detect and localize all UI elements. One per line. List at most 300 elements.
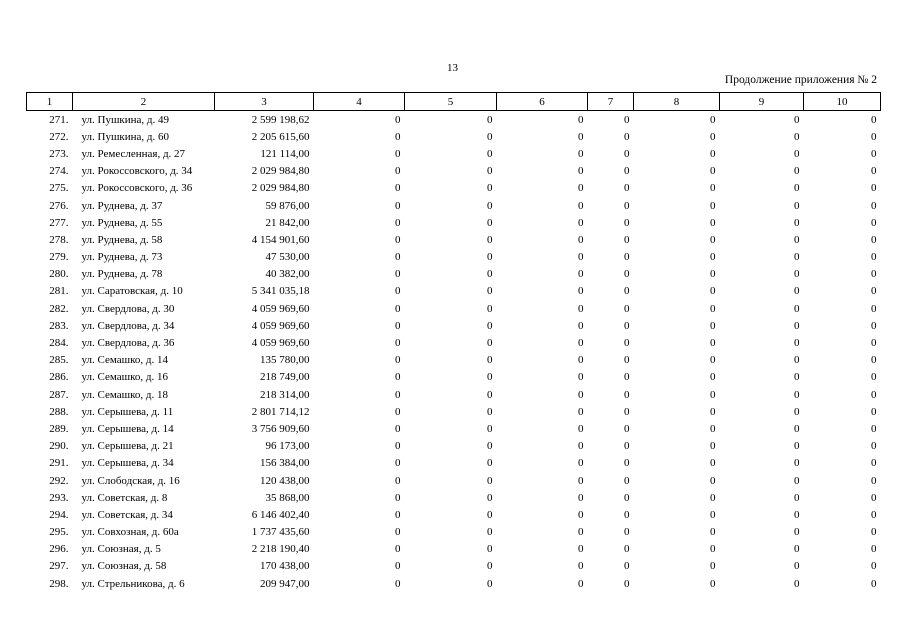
value-col-7-cell: 0 <box>624 422 630 435</box>
value-col-6-cell: 0 <box>578 474 584 487</box>
value-col-10-cell: 0 <box>871 405 877 418</box>
value-col-10-cell: 0 <box>871 388 877 401</box>
address-cell: ул. Пушкина, д. 60 <box>81 130 170 143</box>
row-number-cell: 285. <box>49 354 69 367</box>
value-col-4-cell: 0 <box>395 165 401 178</box>
value-col-9-cell: 0 <box>794 457 800 470</box>
value-col-9-cell: 0 <box>794 577 800 590</box>
value-col-8-cell: 0 <box>710 440 716 453</box>
value-col-8-cell: 0 <box>710 251 716 264</box>
value-col-7-cell: 0 <box>624 543 630 556</box>
column-header: 8 <box>634 93 720 111</box>
value-col-6-cell: 0 <box>578 182 584 195</box>
value-col-7-cell: 0 <box>624 560 630 573</box>
value-col-9-cell: 0 <box>794 113 800 126</box>
value-col-10-cell: 0 <box>871 233 877 246</box>
value-col-9-cell: 0 <box>794 216 800 229</box>
value-col-8-cell: 0 <box>710 560 716 573</box>
value-col-7-cell: 0 <box>624 302 630 315</box>
value-col-4-cell: 0 <box>395 147 401 160</box>
row-number-cell: 290. <box>49 440 69 453</box>
value-col-7-cell: 0 <box>624 526 630 539</box>
address-cell: ул. Семашко, д. 16 <box>81 371 168 384</box>
table-row <box>27 266 881 283</box>
value-col-5-cell: 0 <box>487 113 493 126</box>
table-row <box>27 111 881 129</box>
value-col-6-cell: 0 <box>578 371 584 384</box>
value-col-4-cell: 0 <box>395 371 401 384</box>
value-col-7-cell: 0 <box>624 233 630 246</box>
value-col-5-cell: 0 <box>487 508 493 521</box>
value-col-7-cell: 0 <box>624 354 630 367</box>
table-row <box>27 489 881 506</box>
value-col-6-cell: 0 <box>578 285 584 298</box>
value-col-4-cell: 0 <box>395 457 401 470</box>
row-number-cell: 298. <box>49 577 69 590</box>
value-col-9-cell: 0 <box>794 474 800 487</box>
value-col-10-cell: 0 <box>871 577 877 590</box>
table-body <box>27 111 881 593</box>
value-col-5-cell: 0 <box>487 130 493 143</box>
amount-cell: 47 530,00 <box>265 251 310 264</box>
value-col-6-cell: 0 <box>578 508 584 521</box>
value-col-4-cell: 0 <box>395 526 401 539</box>
table-row <box>27 249 881 266</box>
column-header: 10 <box>804 93 881 111</box>
value-col-10-cell: 0 <box>871 337 877 350</box>
value-col-7-cell: 0 <box>624 319 630 332</box>
table-row <box>27 145 881 162</box>
address-cell: ул. Рокоссовского, д. 36 <box>81 182 193 195</box>
table-row <box>27 163 881 180</box>
table-row <box>27 283 881 300</box>
value-col-7-cell: 0 <box>624 113 630 126</box>
amount-cell: 218 749,00 <box>260 371 310 384</box>
value-col-5-cell: 0 <box>487 371 493 384</box>
row-number-cell: 281. <box>49 285 69 298</box>
value-col-10-cell: 0 <box>871 216 877 229</box>
value-col-9-cell: 0 <box>794 199 800 212</box>
address-cell: ул. Свердлова, д. 34 <box>81 319 175 332</box>
address-cell: ул. Советская, д. 8 <box>81 491 168 504</box>
value-col-8-cell: 0 <box>710 182 716 195</box>
value-col-4-cell: 0 <box>395 337 401 350</box>
value-col-4-cell: 0 <box>395 422 401 435</box>
value-col-10-cell: 0 <box>871 371 877 384</box>
address-cell: ул. Руднева, д. 73 <box>81 251 163 264</box>
value-col-5-cell: 0 <box>487 354 493 367</box>
row-number-cell: 283. <box>49 319 69 332</box>
value-col-7-cell: 0 <box>624 371 630 384</box>
value-col-8-cell: 0 <box>710 422 716 435</box>
value-col-4-cell: 0 <box>395 182 401 195</box>
address-cell: ул. Серышева, д. 34 <box>81 457 174 470</box>
row-number-cell: 272. <box>49 130 69 143</box>
value-col-8-cell: 0 <box>710 113 716 126</box>
value-col-8-cell: 0 <box>710 268 716 281</box>
table-row <box>27 558 881 575</box>
value-col-5-cell: 0 <box>487 302 493 315</box>
row-number-cell: 292. <box>49 474 69 487</box>
address-cell: ул. Серышева, д. 11 <box>81 405 174 418</box>
table-row <box>27 455 881 472</box>
amount-cell: 120 438,00 <box>260 474 310 487</box>
value-col-10-cell: 0 <box>871 165 877 178</box>
address-cell: ул. Ремесленная, д. 27 <box>81 147 186 160</box>
value-col-9-cell: 0 <box>794 422 800 435</box>
value-col-4-cell: 0 <box>395 302 401 315</box>
address-cell: ул. Саратовская, д. 10 <box>81 285 183 298</box>
value-col-10-cell: 0 <box>871 251 877 264</box>
value-col-4-cell: 0 <box>395 216 401 229</box>
value-col-5-cell: 0 <box>487 440 493 453</box>
address-cell: ул. Союзная, д. 5 <box>81 543 161 556</box>
value-col-6-cell: 0 <box>578 147 584 160</box>
row-number-cell: 296. <box>49 543 69 556</box>
value-col-8-cell: 0 <box>710 319 716 332</box>
continuation-caption: Продолжение приложения № 2 <box>724 74 877 86</box>
row-number-cell: 287. <box>49 388 69 401</box>
value-col-5-cell: 0 <box>487 560 493 573</box>
value-col-5-cell: 0 <box>487 182 493 195</box>
value-col-7-cell: 0 <box>624 491 630 504</box>
value-col-9-cell: 0 <box>794 354 800 367</box>
amount-cell: 4 059 969,60 <box>251 337 310 350</box>
row-number-cell: 288. <box>49 405 69 418</box>
value-col-5-cell: 0 <box>487 405 493 418</box>
table-row <box>27 300 881 317</box>
address-cell: ул. Руднева, д. 58 <box>81 233 163 246</box>
value-col-7-cell: 0 <box>624 182 630 195</box>
value-col-9-cell: 0 <box>794 147 800 160</box>
value-col-7-cell: 0 <box>624 165 630 178</box>
value-col-4-cell: 0 <box>395 251 401 264</box>
row-number-cell: 276. <box>49 199 69 212</box>
value-col-9-cell: 0 <box>794 165 800 178</box>
table-row <box>27 214 881 231</box>
amount-cell: 2 801 714,12 <box>251 405 310 418</box>
value-col-6-cell: 0 <box>578 440 584 453</box>
amount-cell: 2 029 984,80 <box>251 182 310 195</box>
value-col-4-cell: 0 <box>395 560 401 573</box>
value-col-7-cell: 0 <box>624 337 630 350</box>
amount-cell: 5 341 035,18 <box>251 285 310 298</box>
value-col-10-cell: 0 <box>871 508 877 521</box>
value-col-8-cell: 0 <box>710 457 716 470</box>
value-col-8-cell: 0 <box>710 147 716 160</box>
amount-cell: 2 599 198,62 <box>251 113 310 126</box>
value-col-5-cell: 0 <box>487 491 493 504</box>
address-cell: ул. Свердлова, д. 36 <box>81 337 175 350</box>
value-col-10-cell: 0 <box>871 147 877 160</box>
table-row <box>27 438 881 455</box>
value-col-10-cell: 0 <box>871 543 877 556</box>
value-col-9-cell: 0 <box>794 508 800 521</box>
column-header: 6 <box>497 93 588 111</box>
value-col-6-cell: 0 <box>578 165 584 178</box>
value-col-5-cell: 0 <box>487 165 493 178</box>
address-cell: ул. Руднева, д. 55 <box>81 216 163 229</box>
value-col-6-cell: 0 <box>578 319 584 332</box>
column-header: 4 <box>314 93 405 111</box>
value-col-6-cell: 0 <box>578 354 584 367</box>
value-col-9-cell: 0 <box>794 302 800 315</box>
value-col-4-cell: 0 <box>395 130 401 143</box>
row-number-cell: 271. <box>49 113 69 126</box>
table-row <box>27 197 881 214</box>
address-cell: ул. Руднева, д. 37 <box>81 199 163 212</box>
address-cell: ул. Семашко, д. 14 <box>81 354 168 367</box>
value-col-6-cell: 0 <box>578 337 584 350</box>
table-row <box>27 524 881 541</box>
value-col-6-cell: 0 <box>578 199 584 212</box>
value-col-9-cell: 0 <box>794 371 800 384</box>
row-number-cell: 273. <box>49 147 69 160</box>
value-col-5-cell: 0 <box>487 388 493 401</box>
value-col-10-cell: 0 <box>871 491 877 504</box>
value-col-10-cell: 0 <box>871 354 877 367</box>
column-header: 2 <box>73 93 215 111</box>
value-col-8-cell: 0 <box>710 354 716 367</box>
table-row <box>27 180 881 197</box>
row-number-cell: 282. <box>49 302 69 315</box>
row-number-cell: 286. <box>49 371 69 384</box>
row-number-cell: 277. <box>49 216 69 229</box>
value-col-8-cell: 0 <box>710 285 716 298</box>
amount-cell: 2 218 190,40 <box>251 543 310 556</box>
amount-cell: 4 059 969,60 <box>251 319 310 332</box>
address-cell: ул. Советская, д. 34 <box>81 508 173 521</box>
value-col-8-cell: 0 <box>710 165 716 178</box>
row-number-cell: 279. <box>49 251 69 264</box>
value-col-6-cell: 0 <box>578 302 584 315</box>
value-col-5-cell: 0 <box>487 526 493 539</box>
row-number-cell: 274. <box>49 165 69 178</box>
amount-cell: 21 842,00 <box>265 216 310 229</box>
amount-cell: 170 438,00 <box>260 560 310 573</box>
table-header <box>27 93 881 111</box>
amount-cell: 209 947,00 <box>260 577 310 590</box>
address-cell: ул. Пушкина, д. 49 <box>81 113 170 126</box>
value-col-6-cell: 0 <box>578 130 584 143</box>
value-col-5-cell: 0 <box>487 422 493 435</box>
value-col-10-cell: 0 <box>871 268 877 281</box>
row-number-cell: 289. <box>49 422 69 435</box>
amount-cell: 59 876,00 <box>265 199 310 212</box>
value-col-4-cell: 0 <box>395 285 401 298</box>
value-col-10-cell: 0 <box>871 457 877 470</box>
value-col-6-cell: 0 <box>578 233 584 246</box>
value-col-5-cell: 0 <box>487 147 493 160</box>
value-col-10-cell: 0 <box>871 302 877 315</box>
amount-cell: 4 154 901,60 <box>251 233 310 246</box>
value-col-9-cell: 0 <box>794 440 800 453</box>
column-header: 1 <box>27 93 73 111</box>
value-col-9-cell: 0 <box>794 543 800 556</box>
table-row <box>27 541 881 558</box>
row-number-cell: 275. <box>49 182 69 195</box>
value-col-6-cell: 0 <box>578 422 584 435</box>
value-col-5-cell: 0 <box>487 216 493 229</box>
row-number-cell: 280. <box>49 268 69 281</box>
column-header: 9 <box>720 93 804 111</box>
value-col-10-cell: 0 <box>871 526 877 539</box>
value-col-4-cell: 0 <box>395 319 401 332</box>
value-col-6-cell: 0 <box>578 388 584 401</box>
address-cell: ул. Совхозная, д. 60а <box>81 526 179 539</box>
amount-cell: 2 205 615,60 <box>251 130 310 143</box>
table-row <box>27 334 881 351</box>
address-cell: ул. Серышева, д. 14 <box>81 422 174 435</box>
value-col-9-cell: 0 <box>794 491 800 504</box>
row-number-cell: 293. <box>49 491 69 504</box>
value-col-7-cell: 0 <box>624 508 630 521</box>
value-col-9-cell: 0 <box>794 130 800 143</box>
value-col-6-cell: 0 <box>578 491 584 504</box>
amount-cell: 121 114,00 <box>260 147 310 160</box>
row-number-cell: 297. <box>49 560 69 573</box>
column-header: 7 <box>588 93 634 111</box>
value-col-4-cell: 0 <box>395 543 401 556</box>
value-col-5-cell: 0 <box>487 577 493 590</box>
value-col-9-cell: 0 <box>794 233 800 246</box>
value-col-9-cell: 0 <box>794 526 800 539</box>
table-row <box>27 369 881 386</box>
value-col-7-cell: 0 <box>624 440 630 453</box>
value-col-5-cell: 0 <box>487 474 493 487</box>
amount-cell: 1 737 435,60 <box>251 526 310 539</box>
table-row <box>27 420 881 437</box>
address-cell: ул. Слободская, д. 16 <box>81 474 180 487</box>
value-col-5-cell: 0 <box>487 319 493 332</box>
amount-cell: 218 314,00 <box>260 388 310 401</box>
page-number: 13 <box>447 62 458 74</box>
value-col-9-cell: 0 <box>794 182 800 195</box>
value-col-5-cell: 0 <box>487 199 493 212</box>
value-col-10-cell: 0 <box>871 319 877 332</box>
value-col-10-cell: 0 <box>871 199 877 212</box>
amount-cell: 40 382,00 <box>265 268 310 281</box>
value-col-4-cell: 0 <box>395 577 401 590</box>
address-cell: ул. Руднева, д. 78 <box>81 268 163 281</box>
address-cell: ул. Свердлова, д. 30 <box>81 302 175 315</box>
value-col-4-cell: 0 <box>395 268 401 281</box>
value-col-9-cell: 0 <box>794 251 800 264</box>
table-row <box>27 352 881 369</box>
value-col-8-cell: 0 <box>710 388 716 401</box>
column-header: 3 <box>215 93 314 111</box>
value-col-10-cell: 0 <box>871 474 877 487</box>
value-col-9-cell: 0 <box>794 268 800 281</box>
amount-cell: 96 173,00 <box>265 440 310 453</box>
value-col-8-cell: 0 <box>710 543 716 556</box>
value-col-8-cell: 0 <box>710 302 716 315</box>
value-col-5-cell: 0 <box>487 543 493 556</box>
value-col-5-cell: 0 <box>487 285 493 298</box>
value-col-10-cell: 0 <box>871 422 877 435</box>
row-number-cell: 278. <box>49 233 69 246</box>
value-col-7-cell: 0 <box>624 474 630 487</box>
value-col-8-cell: 0 <box>710 474 716 487</box>
value-col-7-cell: 0 <box>624 199 630 212</box>
value-col-9-cell: 0 <box>794 319 800 332</box>
value-col-7-cell: 0 <box>624 268 630 281</box>
header-row <box>27 93 881 111</box>
value-col-7-cell: 0 <box>624 285 630 298</box>
amount-cell: 3 756 909,60 <box>251 422 310 435</box>
value-col-10-cell: 0 <box>871 182 877 195</box>
value-col-7-cell: 0 <box>624 251 630 264</box>
value-col-5-cell: 0 <box>487 457 493 470</box>
value-col-6-cell: 0 <box>578 577 584 590</box>
value-col-5-cell: 0 <box>487 337 493 350</box>
value-col-8-cell: 0 <box>710 199 716 212</box>
value-col-8-cell: 0 <box>710 508 716 521</box>
row-number-cell: 295. <box>49 526 69 539</box>
value-col-10-cell: 0 <box>871 285 877 298</box>
address-cell: ул. Рокоссовского, д. 34 <box>81 165 193 178</box>
value-col-9-cell: 0 <box>794 405 800 418</box>
amount-cell: 4 059 969,60 <box>251 302 310 315</box>
value-col-8-cell: 0 <box>710 371 716 384</box>
value-col-8-cell: 0 <box>710 216 716 229</box>
value-col-5-cell: 0 <box>487 268 493 281</box>
amount-cell: 6 146 402,40 <box>251 508 310 521</box>
value-col-6-cell: 0 <box>578 251 584 264</box>
row-number-cell: 294. <box>49 508 69 521</box>
appendix-table <box>26 92 881 592</box>
value-col-4-cell: 0 <box>395 388 401 401</box>
table-row <box>27 386 881 403</box>
value-col-6-cell: 0 <box>578 457 584 470</box>
value-col-8-cell: 0 <box>710 491 716 504</box>
table-row <box>27 403 881 420</box>
value-col-7-cell: 0 <box>624 457 630 470</box>
value-col-5-cell: 0 <box>487 233 493 246</box>
value-col-8-cell: 0 <box>710 337 716 350</box>
value-col-8-cell: 0 <box>710 130 716 143</box>
value-col-6-cell: 0 <box>578 543 584 556</box>
address-cell: ул. Семашко, д. 18 <box>81 388 168 401</box>
value-col-8-cell: 0 <box>710 577 716 590</box>
value-col-6-cell: 0 <box>578 216 584 229</box>
value-col-4-cell: 0 <box>395 405 401 418</box>
address-cell: ул. Серышева, д. 21 <box>81 440 174 453</box>
table-row <box>27 317 881 334</box>
value-col-4-cell: 0 <box>395 440 401 453</box>
value-col-4-cell: 0 <box>395 354 401 367</box>
table-row <box>27 472 881 489</box>
value-col-7-cell: 0 <box>624 405 630 418</box>
value-col-5-cell: 0 <box>487 251 493 264</box>
row-number-cell: 284. <box>49 337 69 350</box>
value-col-10-cell: 0 <box>871 130 877 143</box>
value-col-8-cell: 0 <box>710 526 716 539</box>
value-col-7-cell: 0 <box>624 147 630 160</box>
value-col-7-cell: 0 <box>624 130 630 143</box>
table-row <box>27 575 881 592</box>
value-col-7-cell: 0 <box>624 216 630 229</box>
amount-cell: 2 029 984,80 <box>251 165 310 178</box>
value-col-9-cell: 0 <box>794 285 800 298</box>
value-col-6-cell: 0 <box>578 560 584 573</box>
value-col-9-cell: 0 <box>794 560 800 573</box>
value-col-4-cell: 0 <box>395 491 401 504</box>
value-col-6-cell: 0 <box>578 113 584 126</box>
column-header: 5 <box>405 93 497 111</box>
value-col-10-cell: 0 <box>871 113 877 126</box>
value-col-4-cell: 0 <box>395 113 401 126</box>
